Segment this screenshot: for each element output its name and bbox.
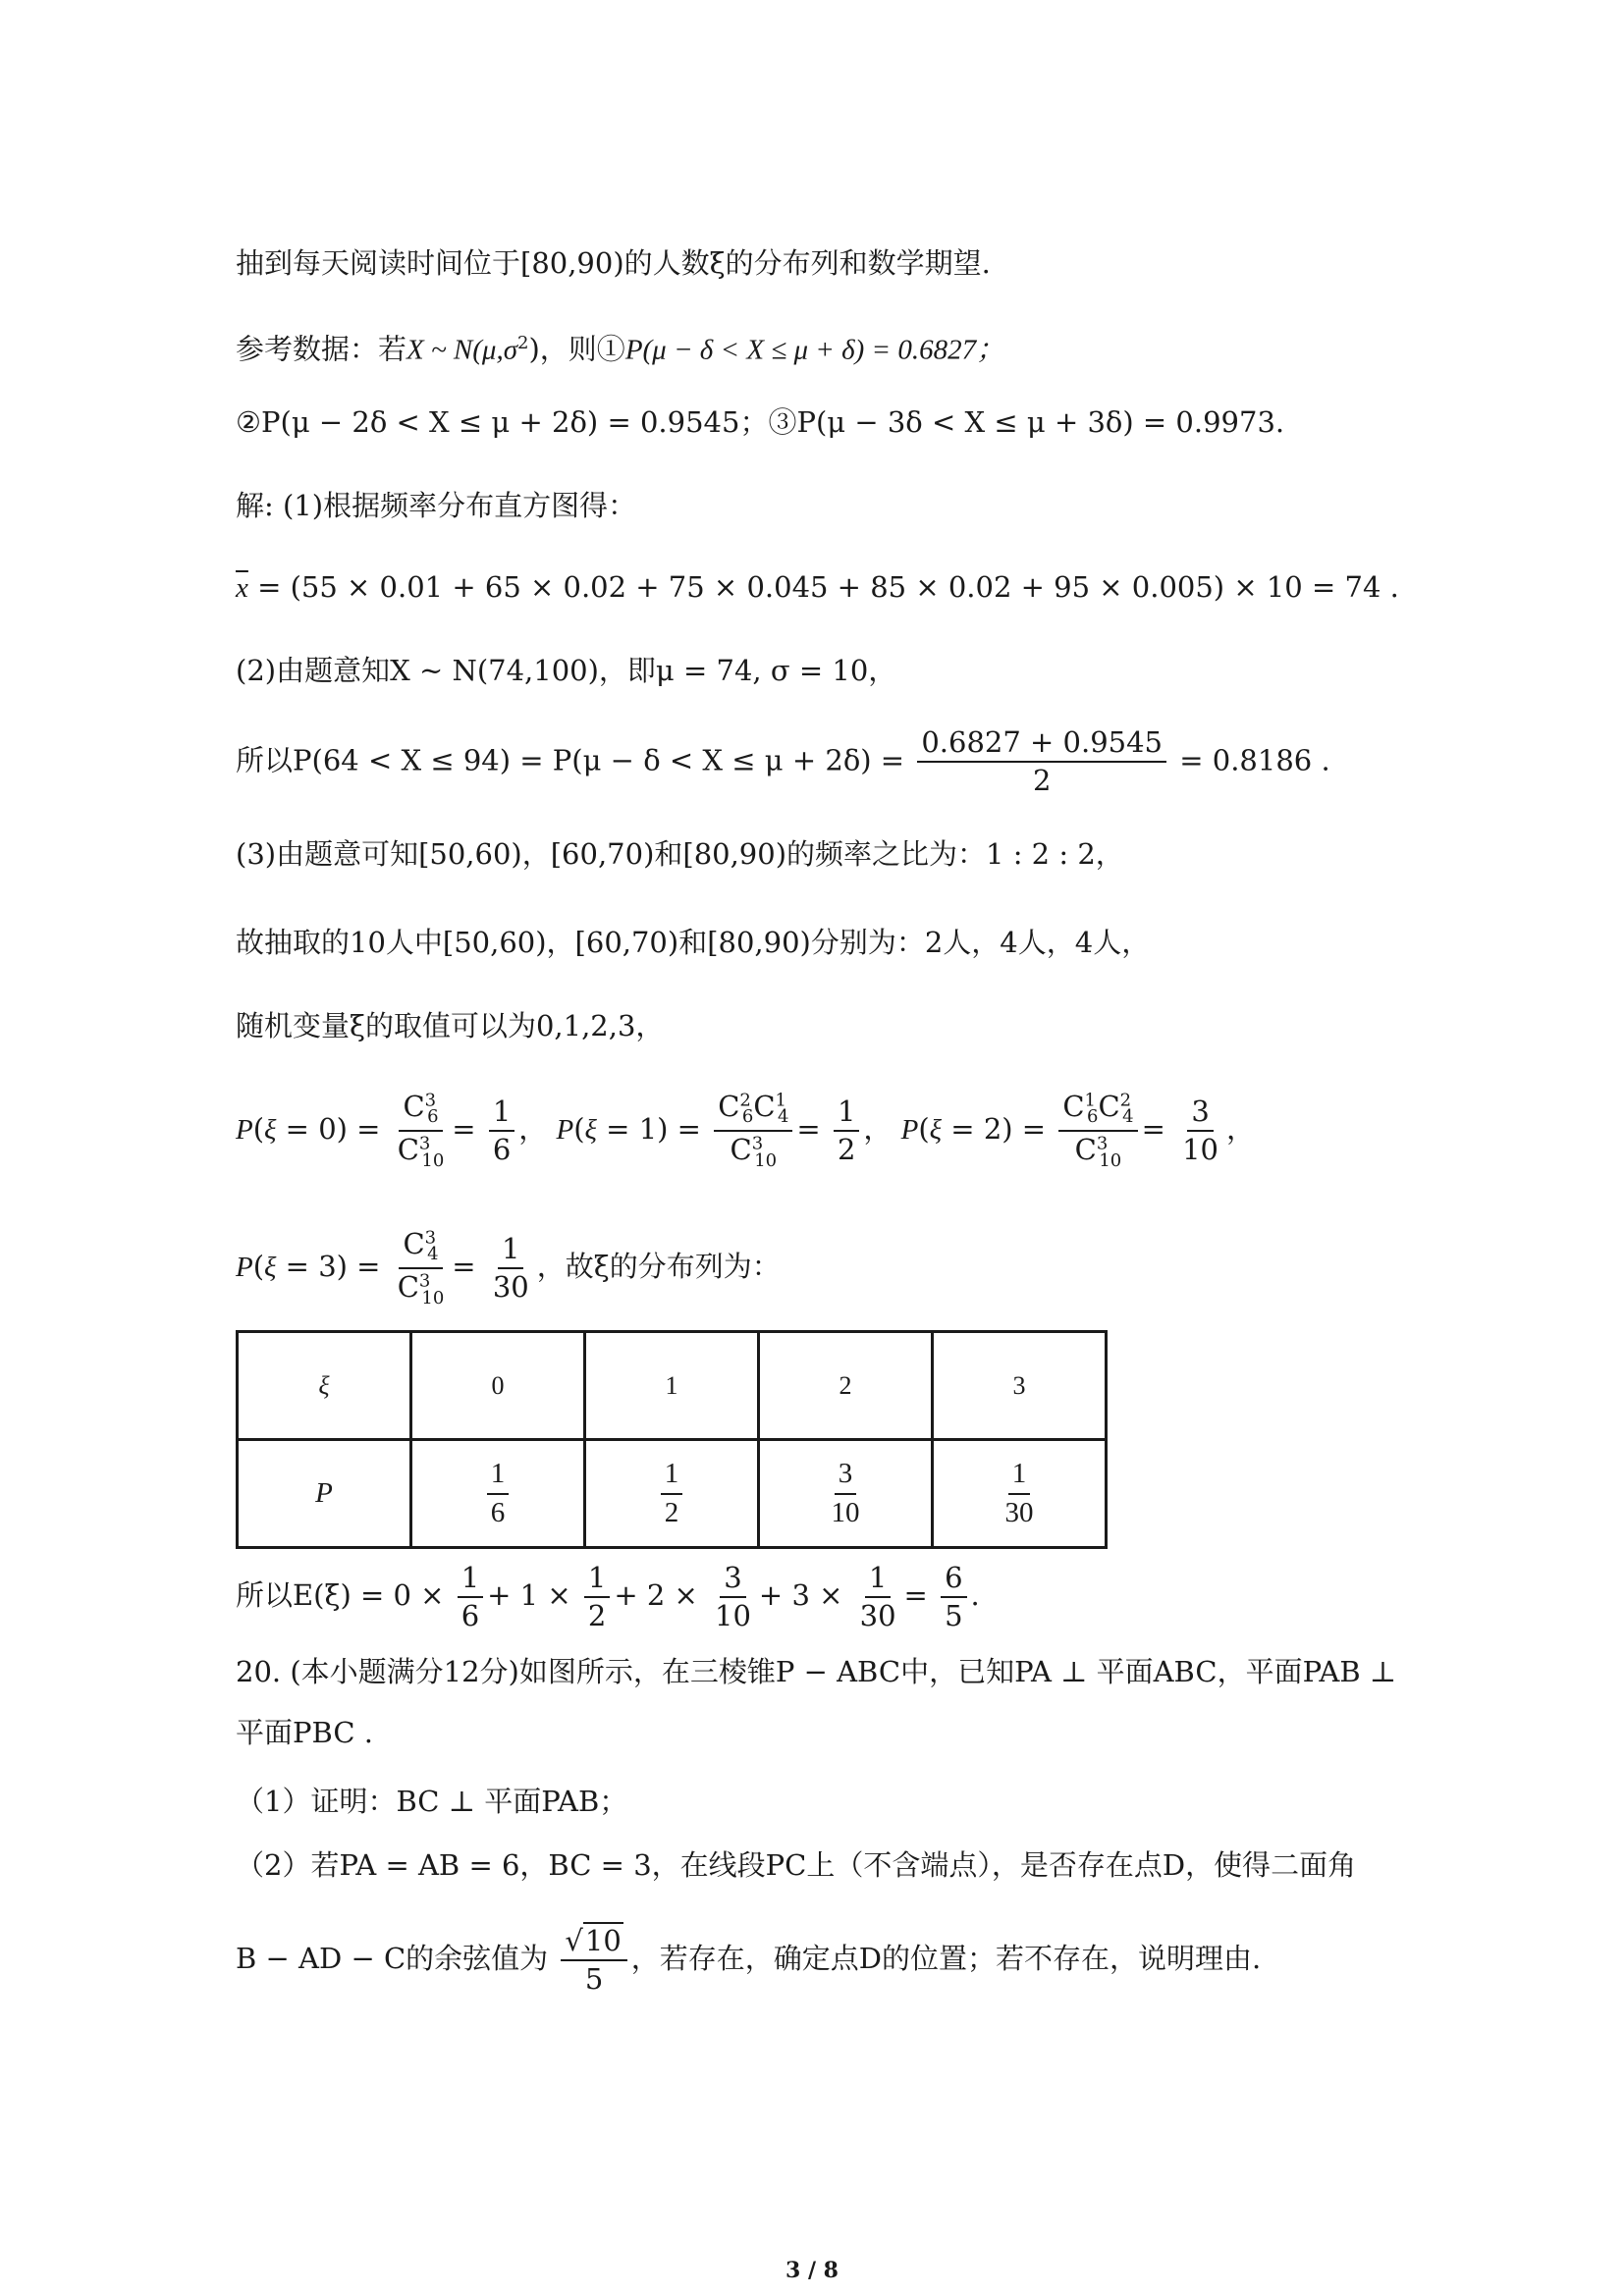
- table-cell: 1: [585, 1332, 759, 1440]
- solution-part-3: (3)由题意可知[50,60)，[60,70)和[80,90)的频率之比为：1 : 2 : 2，: [236, 837, 1124, 871]
- text-line: 抽到每天阅读时间位于[80,90)的人数ξ的分布列和数学期望.: [236, 246, 991, 280]
- problem-20-statement: 20. (本小题满分12分)如图所示，在三棱锥P − ABC中，已知PA ⊥ 平面ABC，平面PAB ⊥: [236, 1655, 1397, 1688]
- table-cell: P: [238, 1440, 411, 1548]
- table-cell: $\frac{1}{30}$: [933, 1440, 1107, 1548]
- reference-data-line-2: ②P(μ − 2δ < X ≤ μ + 2δ) = 0.9545；③P(μ − 3δ < X ≤ μ + 3δ) = 0.9973.: [236, 405, 1285, 439]
- table-cell: ξ: [238, 1332, 411, 1440]
- random-variable-values: 随机变量ξ的取值可以为0,1,2,3，: [236, 1009, 665, 1042]
- page-number: 3 / 8: [785, 2258, 839, 2283]
- problem-20-part-1: （1）证明：BC ⊥ 平面PAB；: [236, 1785, 628, 1818]
- probability-values-line: P(ξ = 0) = $\frac{C^3_6}{C^3_{10}}$ = $\frac{1}{6}$ ， P(ξ = 1) = $\frac{C^2_6C^1_4}{C^3_{10}}$ = $\frac{1}{2}$ ， P(ξ = 2) = $\frac{C^1_6C^2_4}{C^3_{10}}$ = $\frac{3}{10}$ ，: [236, 1089, 1256, 1171]
- table-cell: $\frac{1}{6}$: [411, 1440, 585, 1548]
- problem-20-statement-cont: 平面PBC .: [236, 1716, 373, 1749]
- solution-part-2: (2)由题意知X ~ N(74,100)，即μ = 74, σ = 10，: [236, 654, 897, 687]
- solution-part-1: 解: (1)根据频率分布直方图得：: [236, 489, 637, 522]
- probability-xi-3: P(ξ = 3) = $\frac{C^3_4}{C^3_{10}}$ = $\frac{1}{30}$ ，故ξ的分布列为：: [236, 1226, 781, 1308]
- expectation-formula: 所以E(ξ) = 0 × $\frac{1}{6}$ + 1 × $\frac{1}{2}$ + 2 × $\frac{3}{10}$ + 3 × $\frac{1}{30}$ = $\frac{6}{5}$ .: [236, 1560, 980, 1632]
- distribution-table: [236, 1330, 1108, 1549]
- table-cell: $\frac{1}{2}$: [585, 1440, 759, 1548]
- table-cell: 0: [411, 1332, 585, 1440]
- sample-allocation: 故抽取的10人中[50,60)，[60,70)和[80,90)分别为：2人，4人，4人，: [236, 926, 1151, 959]
- table-row: [238, 1440, 1107, 1548]
- table-cell: 3: [933, 1332, 1107, 1440]
- table-cell: 2: [759, 1332, 933, 1440]
- probability-computation: 所以P(64 < X ≤ 94) = P(μ − δ < X ≤ μ + 2δ) = $\frac{0.6827 + 0.9545}{2}$ = 0.8186 .: [236, 725, 1330, 798]
- mean-formula: $\overline{x} = (55 \times 0.01 + 65 \times 0.02 + 75 \times 0.045 + 85 \times 0.02 + 95 \times 0.005) \times 10 = 74$ .: [236, 570, 1399, 604]
- problem-20-part-2-cont: B − AD − C的余弦值为 $\frac{√10}{5}$ ，若存在，确定点D的位置；若不存在，说明理由.: [236, 1923, 1262, 1996]
- table-header-row: [238, 1332, 1107, 1440]
- reference-data-line: 参考数据：若X ~ $N(\mu,\sigma^2)$，则①P(μ − δ < X ≤ μ + δ) = 0.6827；: [236, 332, 1005, 366]
- table-cell: $\frac{3}{10}$: [759, 1440, 933, 1548]
- problem-20-part-2: （2）若PA = AB = 6，BC = 3，在线段PC上（不含端点），是否存在点D，使得二面角: [236, 1848, 1357, 1882]
